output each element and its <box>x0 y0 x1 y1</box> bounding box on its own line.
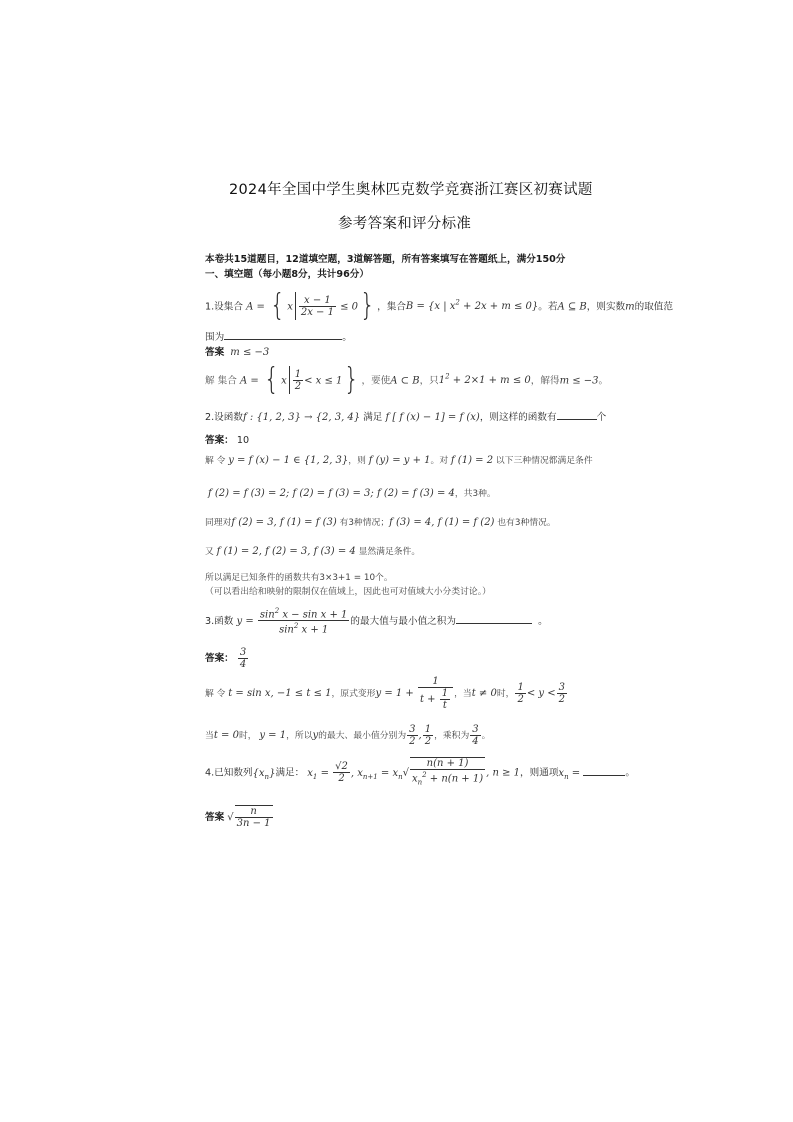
q3-solution-line-2: 当t = 0时， y = 1，所以y的最大、最小值分别为 $\frac{3}{2}$ , $\frac{1}{2}$ ，乘积为 $\frac{3}{4}$ 。 <box>205 724 491 747</box>
q2-text: 个 <box>596 412 607 423</box>
q1-text: ，集合 <box>377 301 406 313</box>
answer-label: 答案： <box>205 435 234 446</box>
solution-text: ，解得 <box>530 375 560 387</box>
question-2: 2.设函数f : {1, 2, 3} → {2, 3, 4} 满足 f [ f (x) − 1] = f (x)，则这样的函数有 个 <box>205 409 606 423</box>
q2-solution-line-1: 解 令 y = f (x) − 1 ∈ {1, 2, 3}，则 f (y) = y + 1。对 f (1) = 2 以下三种情况都满足条件 <box>205 455 593 466</box>
question-1: 1.设集合 A = { x $\frac{x - 1}{2x - 1}$ ≤ 0} ，集合B = {x | $x^2 + 2x + m \le 0$}。若A ⊆ B，则实数m的取值范 <box>205 288 673 324</box>
solution-text: 时， <box>496 689 515 699</box>
page-subtitle: 参考答案和评分标准 <box>338 216 472 232</box>
q1-text: 围为 <box>205 332 225 343</box>
solution-text: 解 集合 <box>205 375 237 387</box>
solution-text: 也有3种情况。 <box>497 518 556 528</box>
q2-answer <box>205 432 249 446</box>
answer-label: 答案： <box>205 653 234 664</box>
q3-answer <box>205 644 249 674</box>
q2-text: 满足 <box>363 412 383 423</box>
solution-text: ，原式变形 <box>331 689 376 699</box>
solution-text: 显然满足条件。 <box>358 547 421 557</box>
solution-text: 解 令 <box>205 689 226 699</box>
solution-text: ，只 <box>419 375 439 387</box>
q3-solution-line-1: 解 令 t = sin x, −1 ≤ t ≤ 1，原式变形y = 1 + 1 t + $\frac{1}{t}$ ，当t ≠ 0时， $\frac{1}{2}$ < y < $\frac{3}{2}$ <box>205 676 565 711</box>
q1-solution: 解 集合 A = { x $\frac{1}{2}$ < x ≤ 1} ，要使A ⊂ B，只$1^2 + 2\times 1 + m \le 0$，解得m ≤ −3。 <box>205 362 609 398</box>
q1-text: 1.设集合 <box>205 301 243 313</box>
solution-text: 的最大、最小值分别为 <box>318 731 407 741</box>
answer-blank <box>557 409 597 420</box>
solution-text: ，要使 <box>361 375 391 387</box>
solution-text: ，当 <box>454 689 472 699</box>
q2-solution-line-6: （可以看出给和映射的限制仅在值域上，因此也可对值域大小分类讨论。） <box>205 587 491 597</box>
q1-answer <box>205 344 269 358</box>
q1-text: 的取值范 <box>634 301 673 313</box>
section-heading: 一、填空题（每小题8分，共计96分） <box>205 269 369 280</box>
solution-text: ，则 <box>348 456 366 466</box>
solution-text: 有3种情况； <box>339 518 390 528</box>
answer-value: $\frac{n}{3n - 1}$ <box>236 806 271 829</box>
answer-value: m ≤ −3 <box>230 347 270 358</box>
q2-text: 2.设函数 <box>205 412 243 423</box>
q2-solution-line-4: 又 f (1) = 2, f (2) = 3, f (3) = 4 显然满足条件。 <box>205 546 421 557</box>
solution-text: ，所以 <box>286 731 313 741</box>
solution-text: 。 <box>481 731 491 741</box>
answer-blank <box>583 765 625 776</box>
q2-solution-line-5: 所以满足已知条件的函数共有3×3+1 = 10个。 <box>205 573 393 583</box>
q2-solution-line-3: 同理对f (2) = 3, f (1) = f (3) 有3种情况；f (3) = 4, f (1) = f (2) 也有3种情况。 <box>205 517 556 528</box>
solution-text: ，乘积为 <box>434 731 470 741</box>
question-3: 3.函数 y = $\frac{\sin^2 x - \sin x + 1}{\sin^2 x + 1}$ 的最大值与最小值之积为 。 <box>205 607 548 636</box>
solution-text: 解 令 <box>205 456 226 466</box>
q2-text: ，则这样的函数有 <box>479 412 557 423</box>
solution-text: ，共3种。 <box>454 489 496 499</box>
q4-text: 。 <box>625 767 635 779</box>
answer-value: $\frac{3}{4}$ <box>239 646 247 670</box>
solution-text: 同理对 <box>205 518 232 528</box>
solution-text: 当 <box>205 731 214 741</box>
q1-text: 。 <box>342 332 352 343</box>
q2-solution-line-2: f (2) = f (3) = 2; f (2) = f (3) = 3; f (2) = f (3) = 4，共3种。 <box>208 488 496 499</box>
q4-text: ，则通项 <box>520 767 559 779</box>
solution-text: 。对 <box>430 456 449 466</box>
question-1-cont <box>205 329 352 343</box>
solution-text: 又 <box>205 547 214 557</box>
answer-label: 答案 <box>205 347 225 358</box>
solution-text: 时， <box>238 731 257 741</box>
q4-text: 满足： <box>275 767 305 779</box>
q4-text: 4.已知数列 <box>205 767 253 779</box>
q4-answer: 答案 √ $\frac{n}{3n - 1}$ <box>205 806 271 829</box>
q3-text: 3.函数 <box>205 615 234 627</box>
question-4: 4.已知数列$\{x_n\}$满足： $x_1$ = $\frac{√2}{2}$ , $x_{n+1} = x_n√$ $\frac{n(n + 1)}{x_n^2 + n(n + 1)}$ , n ≥ 1，则通项$x_n$ = 。 <box>205 758 635 787</box>
q1-text: 。若 <box>538 301 558 313</box>
answer-blank <box>456 613 532 624</box>
q3-text: 。 <box>538 615 548 627</box>
answer-label: 答案 <box>205 812 225 823</box>
solution-text: 以下三种情况都满足条件 <box>495 456 593 466</box>
q1-text: ，则实数 <box>586 301 626 313</box>
answer-value: 10 <box>236 435 250 446</box>
solution-text: 。 <box>598 375 609 387</box>
page-title: 2024年全国中学生奥林匹克数学竞赛浙江赛区初赛试题 <box>229 182 593 198</box>
exam-intro: 本卷共15道题目，12道填空题，3道解答题，所有答案填写在答题纸上，满分150分 <box>205 254 566 265</box>
answer-blank <box>224 329 342 340</box>
q3-text: 的最大值与最小值之积为 <box>350 615 456 627</box>
